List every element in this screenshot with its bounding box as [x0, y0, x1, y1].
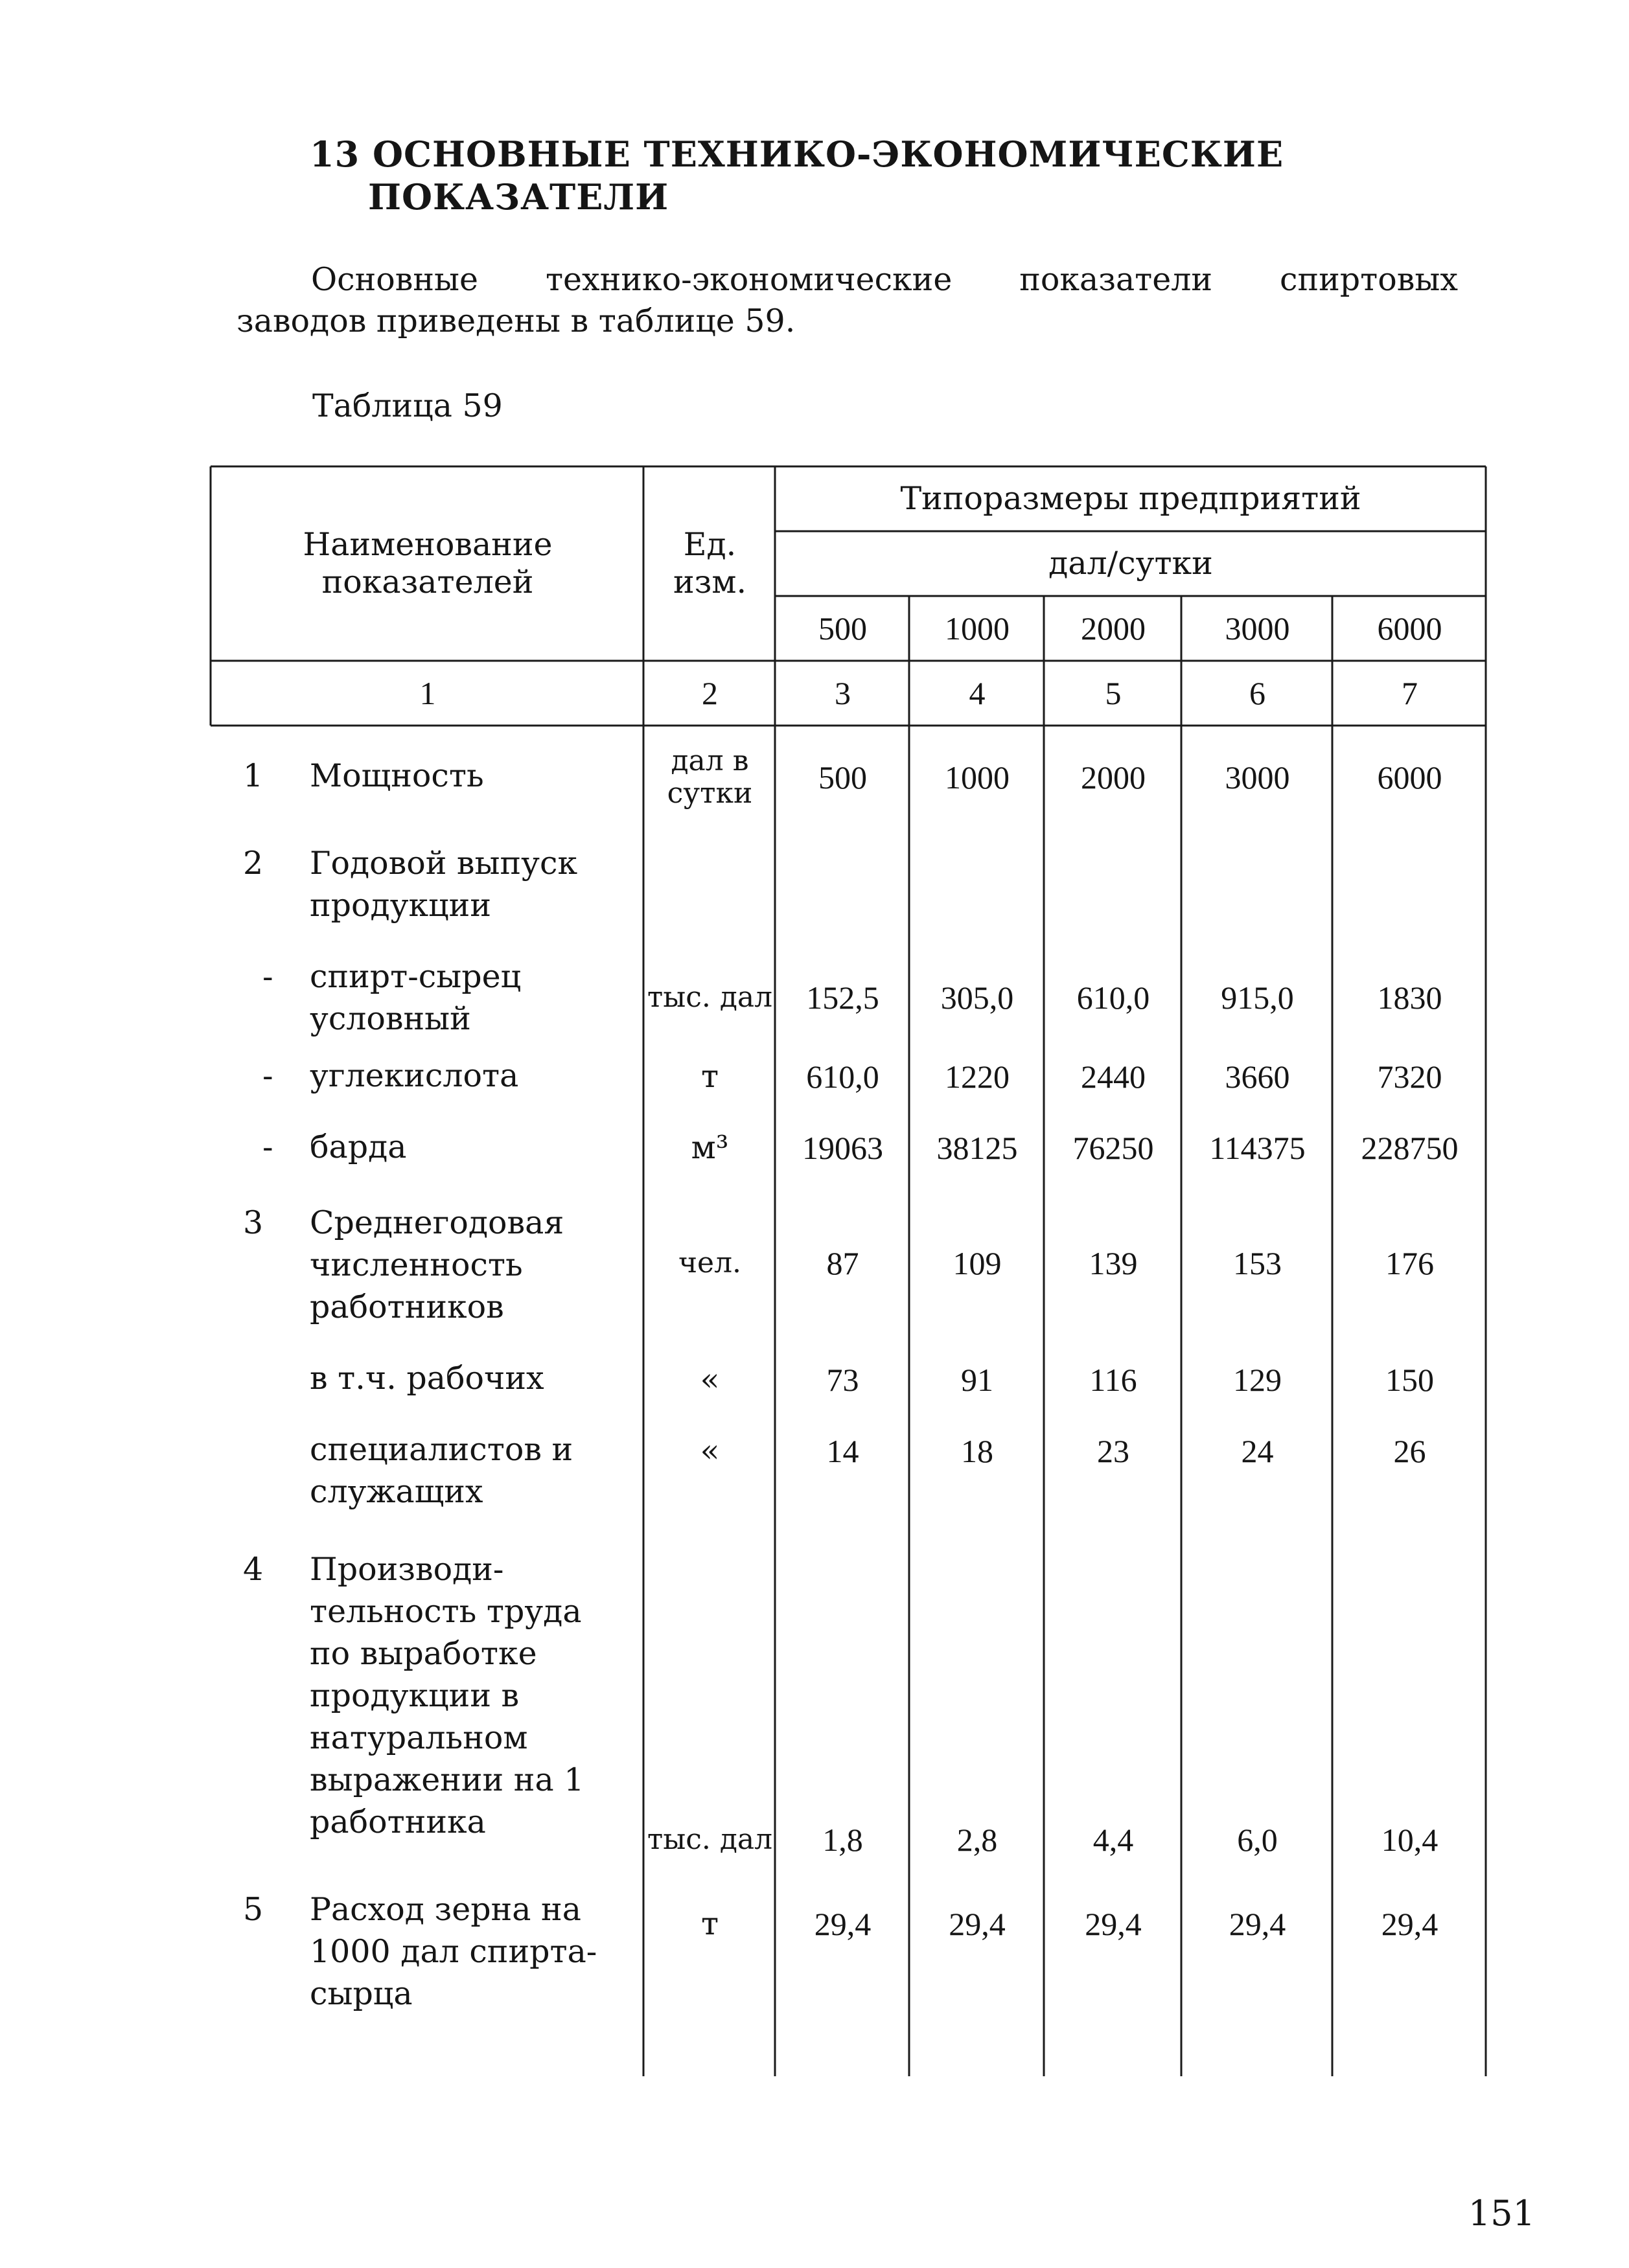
- row-value: 87: [826, 1245, 859, 1281]
- col-number: 7: [1402, 675, 1418, 711]
- row-value: 4,4: [1092, 1822, 1134, 1858]
- row-value: 19063: [802, 1130, 883, 1166]
- row-index: 2: [243, 845, 264, 882]
- row-value: 26: [1393, 1433, 1426, 1469]
- row-value: 610,0: [806, 1059, 879, 1095]
- row-value: 228750: [1361, 1130, 1459, 1166]
- row-value: 2000: [1081, 759, 1146, 796]
- header-group: Типоразмеры предприятий: [900, 480, 1361, 517]
- header-size: 1000: [945, 610, 1010, 647]
- row-value: 24: [1241, 1433, 1274, 1469]
- row-value: 2,8: [956, 1822, 998, 1858]
- row-value: 10,4: [1381, 1822, 1438, 1858]
- header-size: 6000: [1377, 610, 1442, 647]
- col-number: 1: [419, 675, 436, 711]
- row-value: 915,0: [1221, 979, 1294, 1016]
- row-value: 3660: [1225, 1059, 1290, 1095]
- row-name: в т.ч. рабочих: [310, 1360, 544, 1397]
- row-name: Мощность: [310, 757, 484, 794]
- col-number: 2: [702, 675, 718, 711]
- row-value: 18: [961, 1433, 993, 1469]
- row-name: Среднегодовая численность работников: [310, 1204, 564, 1325]
- row-value: 109: [953, 1245, 1002, 1281]
- col-number: 3: [835, 675, 851, 711]
- row-value: 23: [1097, 1433, 1129, 1469]
- row-name: Годовой выпуск продукции: [310, 845, 578, 924]
- row-unit: тыс. дал: [647, 1823, 773, 1856]
- row-name: спирт-сырец условный: [310, 958, 522, 1037]
- row-unit: тыс. дал: [647, 981, 773, 1014]
- row-unit: «: [700, 1432, 720, 1469]
- col-number: 4: [969, 675, 986, 711]
- row-name: углекислота: [310, 1057, 519, 1094]
- row-value: 2440: [1081, 1059, 1146, 1095]
- row-value: 500: [818, 759, 867, 796]
- header-size: 2000: [1081, 610, 1146, 647]
- row-value: 1,8: [822, 1822, 863, 1858]
- row-value: 29,4: [1381, 1906, 1438, 1942]
- row-index: 1: [243, 757, 264, 794]
- row-unit: дал в сутки: [667, 744, 753, 810]
- row-value: 176: [1385, 1245, 1434, 1281]
- header-size: 3000: [1225, 610, 1290, 647]
- header-unit: Ед. изм.: [673, 526, 747, 601]
- row-value: 91: [961, 1362, 993, 1398]
- row-value: 29,4: [949, 1906, 1006, 1942]
- row-index: 4: [243, 1551, 264, 1588]
- col-number: 6: [1249, 675, 1265, 711]
- row-value: 29,4: [814, 1906, 872, 1942]
- intro-word: технико-экономические: [545, 261, 953, 298]
- row-value: 3000: [1225, 759, 1290, 796]
- row-value: 38125: [936, 1130, 1018, 1166]
- row-name: барда: [310, 1128, 407, 1165]
- row-index: -: [262, 958, 273, 995]
- row-value: 1830: [1377, 979, 1442, 1016]
- page-number: 151: [1468, 2193, 1535, 2234]
- heading-line-2: ПОКАЗАТЕЛИ: [368, 176, 669, 218]
- row-index: 5: [243, 1891, 264, 1928]
- row-unit: м³: [691, 1129, 729, 1166]
- row-value: 14: [826, 1433, 859, 1469]
- header-size: 500: [818, 610, 867, 647]
- header-subgroup: дал/сутки: [1048, 545, 1213, 582]
- row-value: 6,0: [1237, 1822, 1278, 1858]
- row-value: 76250: [1072, 1130, 1154, 1166]
- row-index: -: [262, 1057, 273, 1094]
- intro-word: спиртовых: [1280, 261, 1458, 298]
- row-value: 7320: [1377, 1059, 1442, 1095]
- row-value: 1220: [945, 1059, 1010, 1095]
- intro-line-2: заводов приведены в таблице 59.: [237, 303, 796, 339]
- row-value: 73: [826, 1362, 859, 1398]
- row-unit: т: [700, 1058, 719, 1095]
- header-name: Наименование показателей: [303, 526, 553, 601]
- row-name: Производи-тельность труда по выработке продукции в натуральном выражении на 1 работника: [310, 1551, 584, 1840]
- row-name: Расход зерна на 1000 дал спирта-сырца: [310, 1891, 597, 2012]
- row-value: 1000: [945, 759, 1010, 796]
- intro-word: показатели: [1019, 261, 1213, 298]
- row-value: 139: [1089, 1245, 1138, 1281]
- row-value: 305,0: [940, 979, 1014, 1016]
- intro-word: Основные: [311, 261, 479, 298]
- row-unit: «: [700, 1361, 720, 1398]
- row-value: 129: [1233, 1362, 1282, 1398]
- row-name: специалистов и служащих: [310, 1431, 573, 1510]
- row-unit: чел.: [678, 1246, 742, 1279]
- row-value: 29,4: [1085, 1906, 1142, 1942]
- row-value: 114375: [1209, 1130, 1306, 1166]
- row-value: 610,0: [1076, 979, 1150, 1016]
- row-index: -: [262, 1128, 273, 1165]
- row-value: 116: [1089, 1362, 1137, 1398]
- row-value: 6000: [1377, 759, 1442, 796]
- row-value: 150: [1385, 1362, 1434, 1398]
- row-value: 152,5: [806, 979, 879, 1016]
- table-caption: Таблица 59: [312, 387, 503, 424]
- row-value: 29,4: [1229, 1906, 1286, 1942]
- row-unit: т: [700, 1905, 719, 1942]
- row-value: 153: [1233, 1245, 1282, 1281]
- row-index: 3: [243, 1204, 264, 1241]
- heading-line-1: 13 ОСНОВНЫЕ ТЕХНИКО-ЭКОНОМИЧЕСКИЕ: [310, 133, 1284, 175]
- col-number: 5: [1105, 675, 1122, 711]
